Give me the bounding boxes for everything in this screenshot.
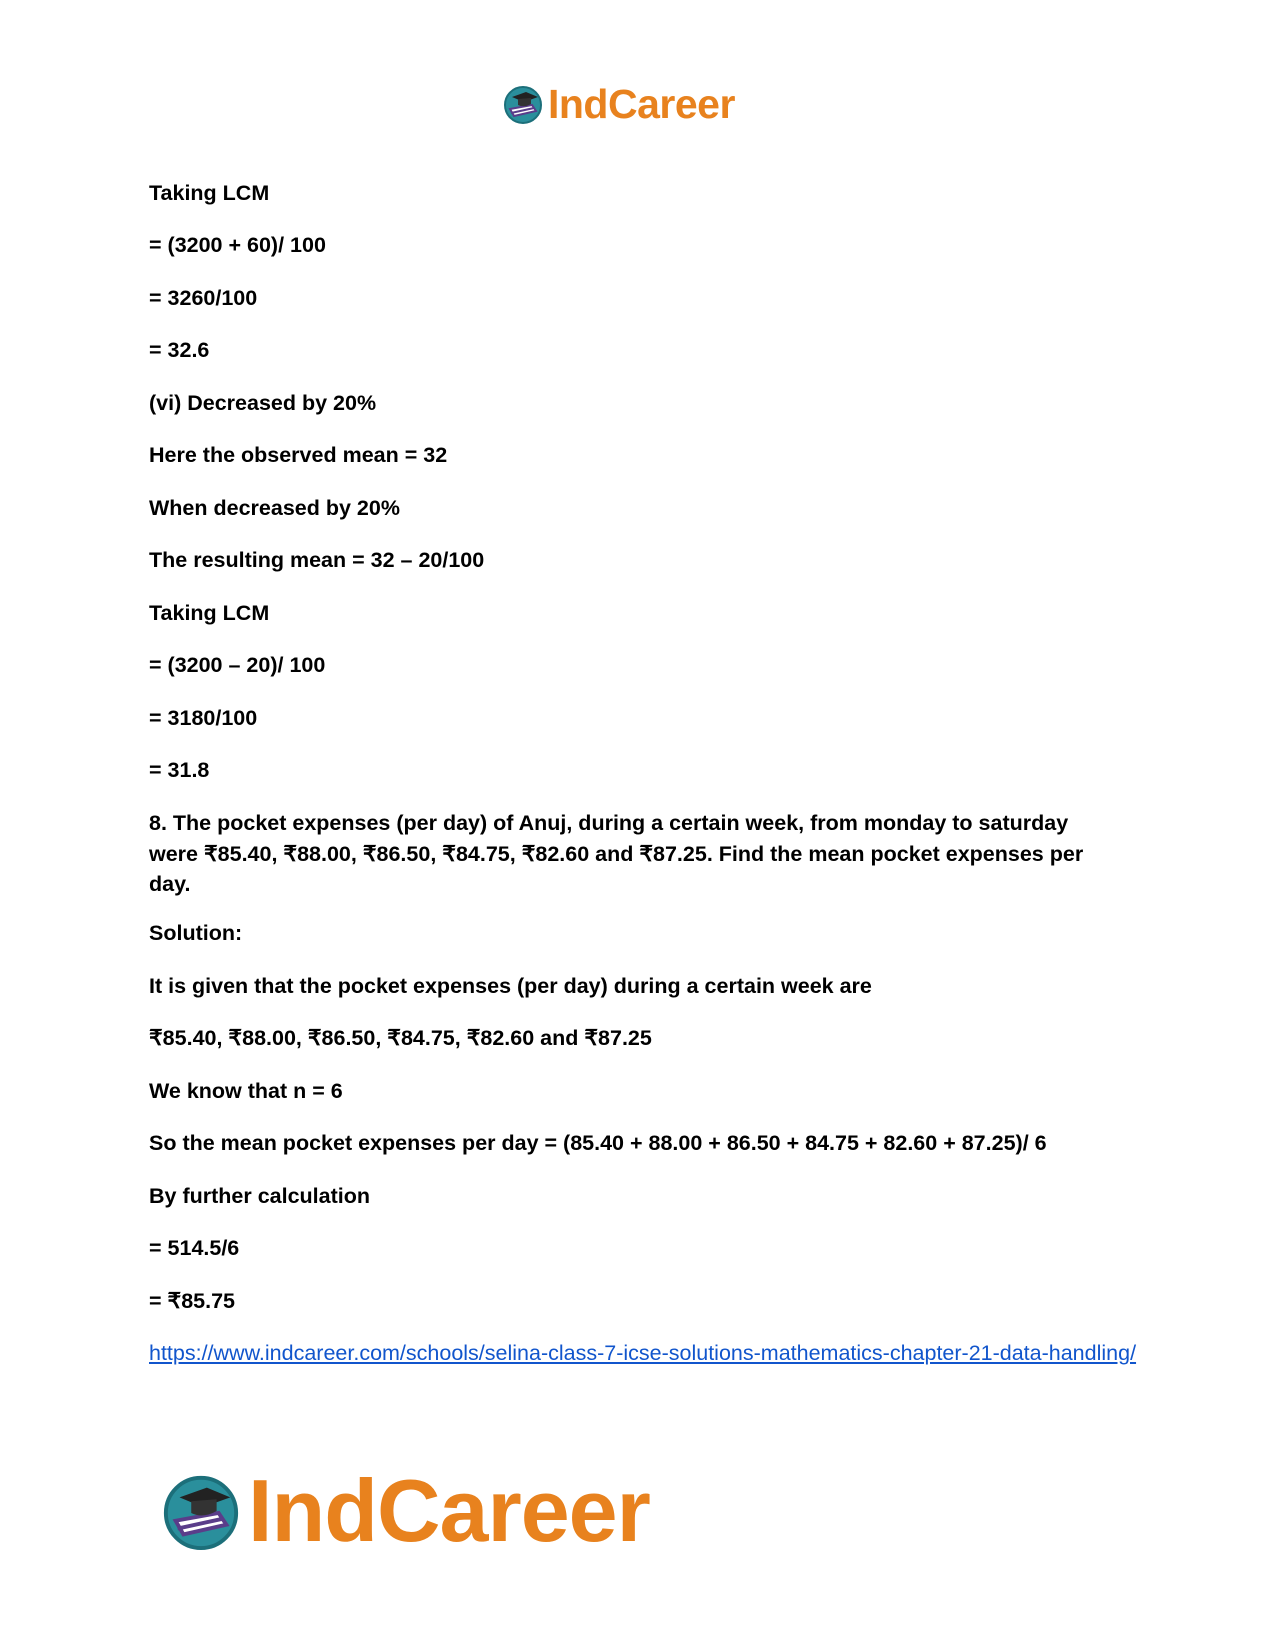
calc-line: = (3200 – 20)/ 100: [149, 653, 326, 677]
calc-line: = (3200 + 60)/ 100: [149, 233, 326, 257]
solution-line: We know that n = 6: [149, 1079, 343, 1103]
footer-logo: [160, 1461, 650, 1560]
calc-line: = 31.8: [149, 758, 210, 782]
calc-line: When decreased by 20%: [149, 496, 400, 520]
calc-line: Here the observed mean = 32: [149, 443, 448, 467]
solution-line: By further calculation: [149, 1184, 371, 1208]
logo-wordmark: IndCareer: [248, 1461, 650, 1560]
header-logo: [502, 80, 735, 128]
calc-line: = 32.6: [149, 338, 210, 362]
logo-wordmark: IndCareer: [548, 80, 735, 127]
question-text: 8. The pocket expenses (per day) of Anuj, during a certain week, from monday to saturday were ₹85.40, ₹88.00, ₹86.50, ₹84.75, ₹82.60 and ₹87.25. Find the mean pocket expenses per day.: [149, 811, 1084, 896]
solution-line: It is given that the pocket expenses (per day) during a certain week are: [149, 974, 872, 998]
calc-line: = 3180/100: [149, 706, 258, 730]
solution-line: So the mean pocket expenses per day = (85.40 + 88.00 + 86.50 + 84.75 + 82.60 + 87.25)/ 6: [149, 1131, 1047, 1155]
source-link[interactable]: https://www.indcareer.com/schools/selina-class-7-icse-solutions-mathematics-chapter-21-data-handling/: [149, 1341, 1137, 1365]
solution-heading: Solution:: [149, 921, 243, 945]
graduation-book-icon: [502, 83, 544, 125]
calc-line: The resulting mean = 32 – 20/100: [149, 548, 485, 572]
solution-line: = ₹85.75: [149, 1289, 236, 1313]
calc-line: = 3260/100: [149, 286, 258, 310]
sub-part-heading: (vi) Decreased by 20%: [149, 391, 377, 415]
graduation-book-icon: [160, 1470, 242, 1552]
calc-line: Taking LCM: [149, 181, 270, 205]
solution-line: ₹85.40, ₹88.00, ₹86.50, ₹84.75, ₹82.60 and ₹87.25: [149, 1026, 652, 1050]
solution-line: = 514.5/6: [149, 1236, 240, 1260]
calc-line: Taking LCM: [149, 601, 270, 625]
